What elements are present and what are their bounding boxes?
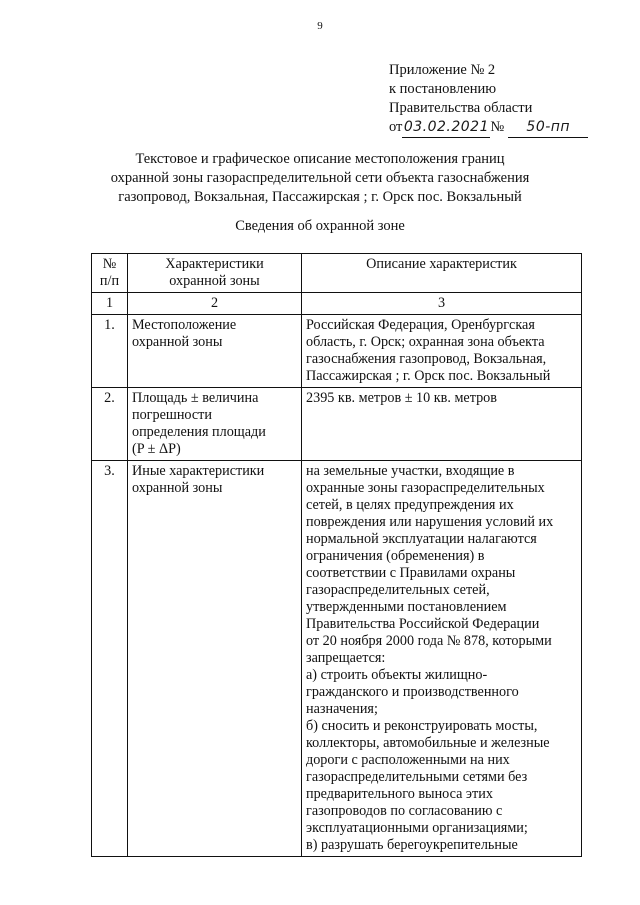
row-3-desc-line: в) разрушать берегоукрепительные (306, 837, 518, 853)
row-3-desc-line: предварительного выноса этих (306, 786, 493, 802)
appendix-block (389, 61, 588, 138)
title-line-2: охранной зоны газораспределительной сети объекта газоснабжения (110, 170, 530, 186)
row-3-desc-line: от 20 ноября 2000 года № 878, которыми (306, 633, 552, 649)
header-num-line-1: № (102, 256, 117, 272)
row-1-name-line: Местоположение (132, 317, 237, 333)
row-3-desc-line: запрещается: (306, 650, 386, 666)
document-title (60, 150, 580, 207)
row-2-desc-line: 2395 кв. метров ± 10 кв. метров (306, 390, 497, 406)
row-3-desc-line: ограничения (обременения) в (306, 548, 485, 564)
row-3-desc-line: соответствии с Правилами охраны (306, 565, 516, 581)
appendix-date-line (389, 118, 588, 138)
row-1-num: 1. (92, 315, 128, 388)
appendix-line-3: Правительства области (389, 100, 533, 116)
row-3-desc-line: дороги с расположенными на них (306, 752, 510, 768)
row-2-name-line: определения площади (132, 424, 266, 440)
row-2-desc (302, 388, 582, 461)
table-row (92, 388, 582, 461)
title-line-1: Текстовое и графическое описание местоположения границ (135, 151, 505, 167)
row-3-desc-line: эксплуатационными организациями; (306, 820, 528, 836)
table-row (92, 461, 582, 857)
table-header-row (92, 254, 582, 293)
header-char-line-2: охранной зоны (169, 273, 260, 289)
page-number: 9 (317, 20, 323, 32)
header-char-line-1: Характеристики (165, 256, 264, 272)
row-1-desc-line: Российская Федерация, Оренбургская (306, 317, 535, 333)
row-2-name-line: (P ± ΔP) (132, 441, 181, 457)
row-3-desc-line: повреждения или нарушения условий их (306, 514, 554, 530)
appendix-line-2: к постановлению (389, 81, 497, 97)
header-num-cell (92, 254, 128, 293)
row-3-desc-line: б) сносить и реконструировать мосты, (306, 718, 538, 734)
zone-info-table (91, 253, 582, 857)
row-3-num: 3. (92, 461, 128, 857)
row-3-desc-line: сетей, в целях предупреждения их (306, 497, 514, 513)
row-3-desc-line: Правительства Российской Федерации (306, 616, 540, 632)
row-3-desc-line: газораспределительными сетями без (306, 769, 528, 785)
row-3-name-line: Иные характеристики (132, 463, 265, 479)
table-row (92, 315, 582, 388)
row-3-desc-line: назначения; (306, 701, 378, 717)
row-2-num: 2. (92, 388, 128, 461)
row-3-desc-line: гражданского и производственного (306, 684, 519, 700)
title-line-3: газопровод, Вокзальная, Пассажирская ; г. Орск пос. Вокзальный (118, 189, 522, 205)
row-1-desc-line: область, г. Орск; охранная зона объекта (306, 334, 545, 350)
row-3-desc-line: утвержденными постановлением (306, 599, 507, 615)
row-3-desc-line: на земельные участки, входящие в (306, 463, 515, 479)
row-1-desc-line: Пассажирская ; г. Орск пос. Вокзальный (306, 368, 551, 384)
row-2-name-line: Площадь ± величина (132, 390, 259, 406)
appendix-line-1: Приложение № 2 (389, 62, 496, 78)
column-number-2: 2 (128, 293, 302, 315)
number-label: № (490, 119, 505, 135)
row-2-name-line: погрешности (132, 407, 212, 423)
row-3-desc (302, 461, 582, 857)
row-3-name (128, 461, 302, 857)
header-description-cell: Описание характеристик (302, 254, 582, 293)
row-3-desc-line: охранные зоны газораспределительных (306, 480, 545, 496)
handwritten-number: 50-пп (508, 118, 588, 138)
column-number-3: 3 (302, 293, 582, 315)
from-label: от (389, 119, 403, 135)
row-3-desc-line: а) строить объекты жилищно- (306, 667, 488, 683)
row-1-name (128, 315, 302, 388)
row-1-desc (302, 315, 582, 388)
row-3-name-line: охранной зоны (132, 480, 223, 496)
row-3-desc-line: газопроводов по согласованию с (306, 803, 503, 819)
row-1-desc-line: газоснабжения газопровод, Вокзальная, (306, 351, 547, 367)
header-num-line-2: п/п (99, 273, 120, 289)
header-characteristics-cell (128, 254, 302, 293)
column-number-1: 1 (92, 293, 128, 315)
handwritten-date: 03.02.2021 (402, 118, 490, 138)
row-2-name (128, 388, 302, 461)
row-3-desc-line: коллекторы, автомобильные и железные (306, 735, 550, 751)
section-subtitle: Сведения об охранной зоне (235, 218, 405, 234)
row-3-desc-line: газораспределительных сетей, (306, 582, 490, 598)
row-3-desc-line: нормальной эксплуатации налагаются (306, 531, 537, 547)
column-number-row (92, 293, 582, 315)
row-1-name-line: охранной зоны (132, 334, 223, 350)
